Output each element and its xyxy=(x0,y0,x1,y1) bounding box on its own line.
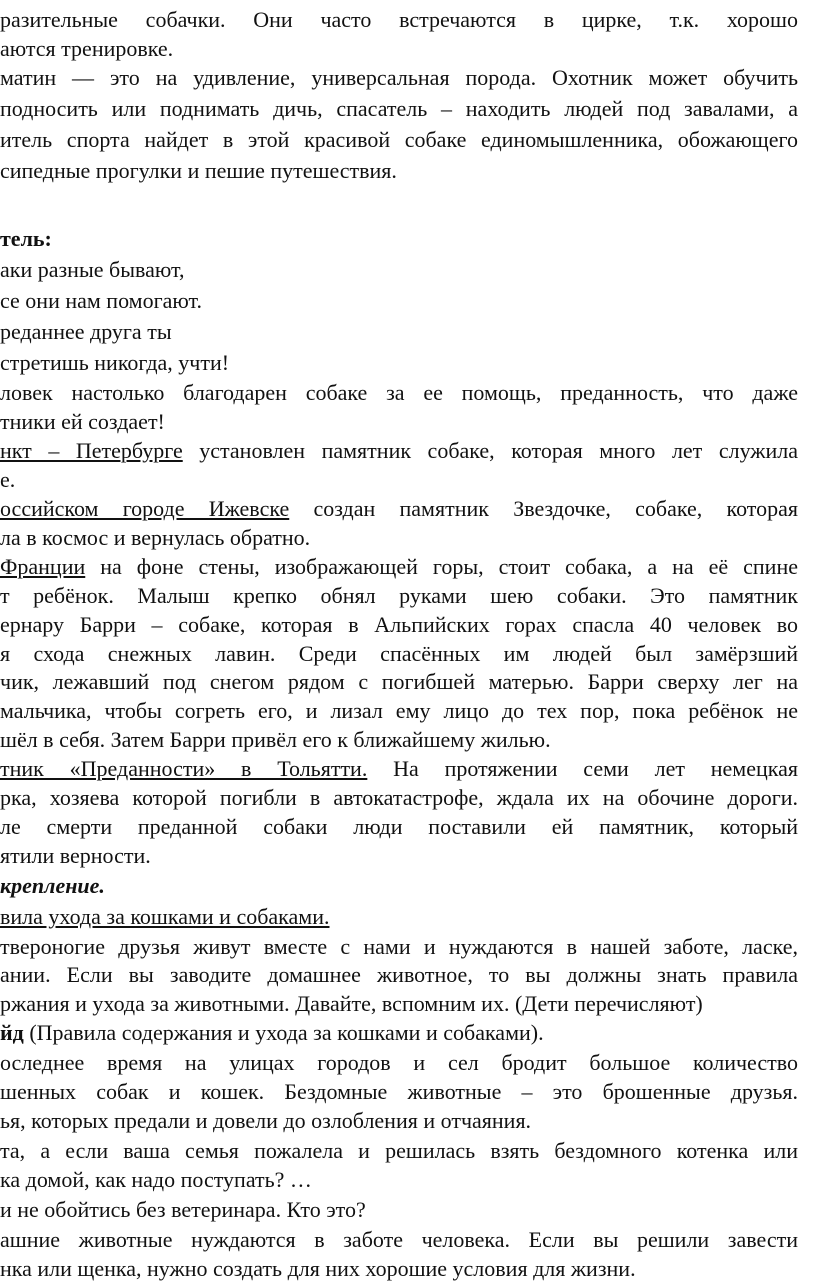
text-line xyxy=(0,755,798,783)
line-text: ла в космос и вернулась обратно. xyxy=(0,525,311,550)
line-text: ловек настолько благодарен собаке за ее помощь, преданность, что даже xyxy=(0,380,798,405)
text-line xyxy=(0,933,798,961)
line-text: ашние животные нуждаются в заботе человека. Если вы решили завести xyxy=(0,1227,798,1252)
line-text: матин — это на удивление, универсальная порода. Охотник может обучить xyxy=(0,65,798,90)
line-text: аются тренировке. xyxy=(0,36,174,61)
text-line xyxy=(0,961,798,989)
text-line xyxy=(0,813,798,841)
text-line xyxy=(0,524,798,552)
place-name: Франции xyxy=(0,554,86,579)
line-text: на фоне стены, изображающей горы, стоит собака, а на её спине xyxy=(85,554,798,579)
line-text: ка домой, как надо поступать? … xyxy=(0,1167,312,1192)
text-line xyxy=(0,6,798,34)
text-line xyxy=(0,35,798,63)
text-line xyxy=(0,1255,798,1283)
text-line xyxy=(0,640,798,668)
text-line xyxy=(0,842,798,870)
line-text: ернару Барри – собаке, которая в Альпийских горах спасла 40 человек во xyxy=(0,612,798,637)
text-line xyxy=(0,408,798,436)
subheading-text: вила ухода за кошками и собаками. xyxy=(0,904,330,929)
text-line xyxy=(0,553,798,581)
line-text: сипедные прогулки и пешие путешествия. xyxy=(0,158,397,183)
text-line xyxy=(0,126,798,154)
slide-label: йд xyxy=(0,1020,24,1045)
text-line xyxy=(0,611,798,639)
text-line xyxy=(0,1137,798,1165)
line-text: стретишь никогда, учти! xyxy=(0,350,230,375)
poem-line xyxy=(0,256,798,284)
text-line xyxy=(0,726,798,754)
line-text: ле смерти преданной собаки люди поставили ей памятник, который xyxy=(0,814,798,839)
text-line xyxy=(0,1196,798,1224)
text-line xyxy=(0,784,798,812)
line-text: реданнее друга ты xyxy=(0,319,172,344)
line-text: чик, лежавший под снегом рядом с погибшей матерью. Барри сверху лег на xyxy=(0,669,798,694)
poem-line xyxy=(0,287,798,315)
text-line xyxy=(0,466,798,494)
text-line xyxy=(0,1226,798,1254)
line-text: нка или щенка, нужно создать для них хорошие условия для жизни. xyxy=(0,1256,636,1281)
line-text: установлен памятник собаке, которая много лет служила xyxy=(182,438,798,463)
text-line xyxy=(0,95,798,123)
text-line xyxy=(0,437,798,465)
text-line xyxy=(0,379,798,407)
poem-line xyxy=(0,349,798,377)
line-text: рка, хозяева которой погибли в автокатастрофе, ждала их на обочине дороги. xyxy=(0,785,798,810)
place-name: нкт – Петербурге xyxy=(0,438,183,463)
line-text: разительные собачки. Они часто встречаются в цирке, т.к. хорошо xyxy=(0,7,798,32)
line-text: итель спорта найдет в этой красивой собаке единомышленника, обожающего xyxy=(0,127,798,152)
line-text: и не обойтись без ветеринара. Кто это? xyxy=(0,1197,366,1222)
text-line xyxy=(0,990,798,1018)
heading-text: тель: xyxy=(0,226,52,251)
line-text: тники ей создает! xyxy=(0,409,165,434)
text-line xyxy=(0,1107,798,1135)
line-text: подносить или поднимать дичь, спасатель – находить людей под завалами, а xyxy=(0,96,798,121)
section-heading xyxy=(0,872,798,900)
text-line xyxy=(0,495,798,523)
text-line xyxy=(0,1078,798,1106)
line-text: аки разные бывают, xyxy=(0,257,185,282)
line-text: мальчика, чтобы согреть его, и лизал ему лицо до тех пор, пока ребёнок не xyxy=(0,698,798,723)
text-line xyxy=(0,582,798,610)
poem-line xyxy=(0,318,798,346)
text-line xyxy=(0,1166,798,1194)
section-heading xyxy=(0,225,798,253)
line-text: шёл в себя. Затем Барри привёл его к ближайшему жилью. xyxy=(0,727,551,752)
line-text: ья, которых предали и довели до озлобления и отчаяния. xyxy=(0,1108,532,1133)
line-text: шенных собак и кошек. Бездомные животные – это брошенные друзья. xyxy=(0,1079,798,1104)
text-line xyxy=(0,64,798,92)
text-line xyxy=(0,1019,798,1047)
place-name: тник «Преданности» в Тольятти. xyxy=(0,756,368,781)
line-text: се они нам помогают. xyxy=(0,288,202,313)
heading-text: крепление. xyxy=(0,873,105,898)
line-text: оследнее время на улицах городов и сел бродит большое количество xyxy=(0,1050,798,1075)
section-subheading xyxy=(0,903,798,931)
text-line xyxy=(0,157,798,185)
text-line xyxy=(0,1049,798,1077)
text-line xyxy=(0,668,798,696)
line-text: твероногие друзья живут вместе с нами и нуждаются в нашей заботе, ласке, xyxy=(0,934,798,959)
line-text: На протяжении семи лет немецкая xyxy=(367,756,798,781)
line-text: (Правила содержания и ухода за кошками и собаками). xyxy=(23,1020,544,1045)
line-text: е. xyxy=(0,467,16,492)
line-text: та, а если ваша семья пожалела и решилась взять бездомного котенка или xyxy=(0,1138,798,1163)
line-text: я схода снежных лавин. Среди спасённых им людей был замёрзший xyxy=(0,641,798,666)
line-text: ржания и ухода за животными. Давайте, вспомним их. (Дети перечисляют) xyxy=(0,991,703,1016)
line-text: т ребёнок. Малыш крепко обнял руками шею собаки. Это памятник xyxy=(0,583,798,608)
place-name: оссийском городе Ижевске xyxy=(0,496,290,521)
line-text: создан памятник Звездочке, собаке, которая xyxy=(289,496,798,521)
text-line xyxy=(0,697,798,725)
line-text: ании. Если вы заводите домашнее животное, то вы должны знать правила xyxy=(0,962,798,987)
line-text: ятили верности. xyxy=(0,843,151,868)
